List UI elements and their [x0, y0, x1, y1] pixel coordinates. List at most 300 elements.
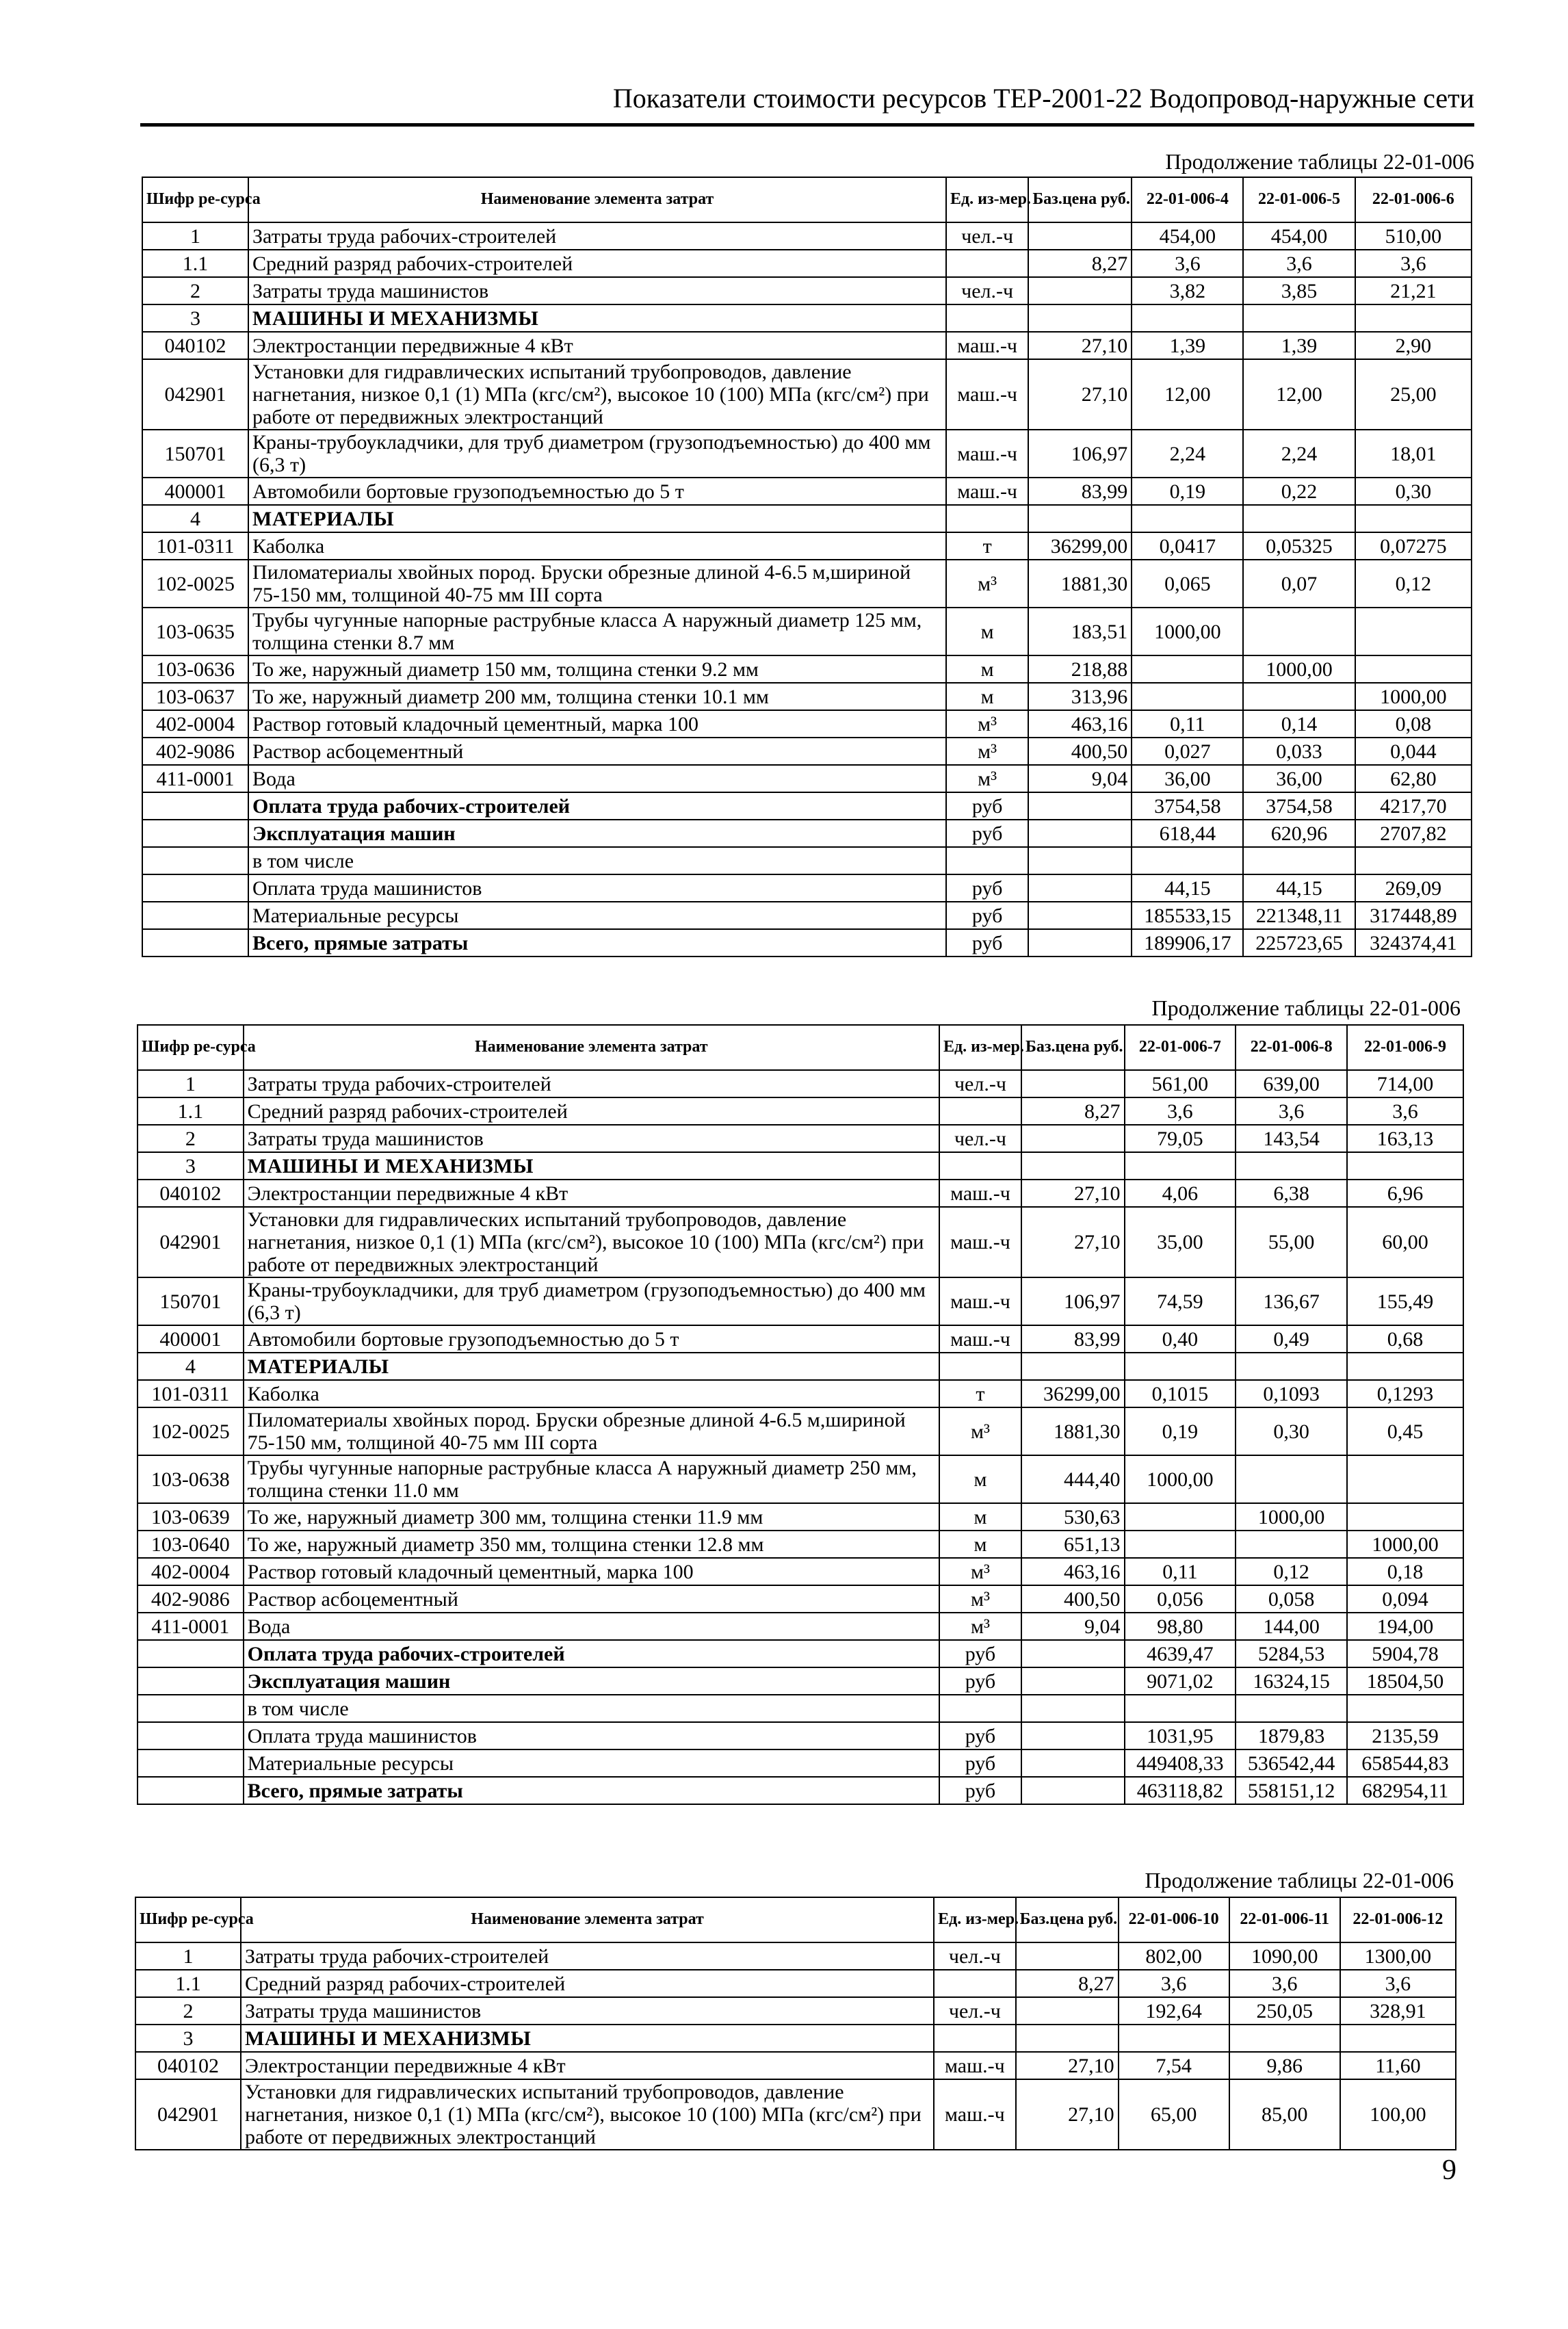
- unit-cell: м³: [939, 1585, 1021, 1613]
- column-header-norm: 22-01-006-9: [1347, 1025, 1463, 1070]
- table-row: [142, 710, 1472, 738]
- resource-code: 3: [142, 304, 248, 332]
- section-heading: МАТЕРИАЛЫ: [244, 1353, 939, 1380]
- unit-cell: [946, 250, 1028, 277]
- summary-value: 3754,58: [1243, 792, 1355, 820]
- table-row: [138, 1097, 1463, 1125]
- summary-value: 18504,50: [1347, 1667, 1463, 1695]
- resource-code: 1: [135, 1942, 241, 1970]
- base-price-cell: 27,10: [1016, 2079, 1119, 2150]
- value-cell: 100,00: [1340, 2079, 1456, 2150]
- unit-cell: руб: [946, 792, 1028, 820]
- resource-table-1: [142, 177, 1472, 957]
- value-cell: 194,00: [1347, 1613, 1463, 1640]
- base-price-cell: [1021, 1152, 1125, 1180]
- resource-code: 102-0025: [142, 560, 248, 608]
- value-cell: 3,6: [1119, 1970, 1229, 1997]
- column-header-norm: 22-01-006-5: [1243, 177, 1355, 222]
- resource-name: Электростанции передвижные 4 кВт: [241, 2052, 934, 2079]
- unit-cell: маш.-ч: [946, 359, 1028, 430]
- base-price-cell: [1016, 1942, 1119, 1970]
- value-cell: 3,82: [1132, 277, 1243, 304]
- value-cell: [1347, 1503, 1463, 1531]
- summary-value: 185533,15: [1132, 902, 1243, 929]
- base-price-cell: [1028, 222, 1132, 250]
- table-row: [142, 250, 1472, 277]
- resource-code: 402-0004: [142, 710, 248, 738]
- table-row: [138, 1277, 1463, 1325]
- unit-cell: [939, 1353, 1021, 1380]
- resource-code: 103-0639: [138, 1503, 244, 1531]
- resource-code: 2: [138, 1125, 244, 1152]
- unit-cell: руб: [946, 820, 1028, 847]
- section-heading: МАШИНЫ И МЕХАНИЗМЫ: [244, 1152, 939, 1180]
- value-cell: [1125, 1503, 1236, 1531]
- base-price-cell: [1016, 1997, 1119, 2025]
- base-price-cell: [1016, 2025, 1119, 2052]
- page-header: [140, 81, 1474, 127]
- empty-cell: [1021, 1777, 1125, 1804]
- table-row: [142, 608, 1472, 655]
- section-heading: МАШИНЫ И МЕХАНИЗМЫ: [241, 2025, 934, 2052]
- unit-cell: т: [939, 1380, 1021, 1407]
- resource-code: 103-0635: [142, 608, 248, 655]
- resource-name: Затраты труда рабочих-строителей: [248, 222, 946, 250]
- table-row: [142, 430, 1472, 478]
- value-cell: [1347, 1152, 1463, 1180]
- base-price-cell: 83,99: [1028, 478, 1132, 505]
- empty-cell: [1021, 1640, 1125, 1667]
- summary-value: 221348,11: [1243, 902, 1355, 929]
- base-price-cell: 9,04: [1028, 765, 1132, 792]
- resource-code: 103-0640: [138, 1531, 244, 1558]
- unit-cell: м: [946, 683, 1028, 710]
- column-header-code: Шифр ре-сурса: [138, 1025, 244, 1070]
- empty-cell: [142, 847, 248, 874]
- resource-code: 040102: [138, 1180, 244, 1207]
- value-cell: 0,45: [1347, 1407, 1463, 1455]
- summary-value: 658544,83: [1347, 1749, 1463, 1777]
- value-cell: [1132, 304, 1243, 332]
- value-cell: 1000,00: [1347, 1531, 1463, 1558]
- resource-name: Автомобили бортовые грузоподъемностью до 5 т: [244, 1325, 939, 1353]
- value-cell: 143,54: [1236, 1125, 1347, 1152]
- summary-value: 2135,59: [1347, 1722, 1463, 1749]
- table-row: [135, 1997, 1456, 2025]
- resource-code: 1.1: [135, 1970, 241, 1997]
- value-cell: 0,1015: [1125, 1380, 1236, 1407]
- value-cell: [1355, 505, 1472, 532]
- summary-value: 4639,47: [1125, 1640, 1236, 1667]
- value-cell: 9,86: [1229, 2052, 1340, 2079]
- table-row: [135, 1970, 1456, 1997]
- resource-code: 400001: [142, 478, 248, 505]
- resource-name: Раствор асбоцементный: [248, 738, 946, 765]
- base-price-cell: 183,51: [1028, 608, 1132, 655]
- resource-table-2: [137, 1024, 1464, 1805]
- resource-code: 042901: [135, 2079, 241, 2150]
- summary-value: [1355, 847, 1472, 874]
- summary-name: Всего, прямые затраты: [248, 929, 946, 957]
- summary-name: Материальные ресурсы: [248, 902, 946, 929]
- column-header-price: Баз.цена руб.: [1016, 1897, 1119, 1942]
- unit-cell: м³: [946, 765, 1028, 792]
- resource-code: 150701: [138, 1277, 244, 1325]
- value-cell: 0,12: [1355, 560, 1472, 608]
- summary-value: [1347, 1695, 1463, 1722]
- unit-cell: м: [939, 1531, 1021, 1558]
- resource-code: 402-9086: [138, 1585, 244, 1613]
- summary-row: [142, 874, 1472, 902]
- value-cell: 3,6: [1229, 1970, 1340, 1997]
- value-cell: 1000,00: [1125, 1455, 1236, 1503]
- value-cell: 192,64: [1119, 1997, 1229, 2025]
- value-cell: 155,49: [1347, 1277, 1463, 1325]
- page-title: Показатели стоимости ресурсов ТЕР-2001-22 Водопровод-наружные сети: [612, 83, 1474, 114]
- table-continuation-label: Продолжение таблицы 22-01-006: [1145, 1868, 1454, 1892]
- table-row: [138, 1353, 1463, 1380]
- unit-cell: руб: [946, 929, 1028, 957]
- resource-code: 1: [142, 222, 248, 250]
- unit-cell: м³: [946, 710, 1028, 738]
- unit-cell: м³: [946, 560, 1028, 608]
- resource-name: Электростанции передвижные 4 кВт: [248, 332, 946, 359]
- resource-name: Установки для гидравлических испытаний трубопроводов, давление нагнетания, низкое 0,1 (1) МПа (кгс/см²), высокое 10 (100) МПа (кгс/см²) при работе от передвижных электростанций: [244, 1207, 939, 1277]
- value-cell: 65,00: [1119, 2079, 1229, 2150]
- summary-name: Оплата труда машинистов: [244, 1722, 939, 1749]
- unit-cell: чел.-ч: [946, 222, 1028, 250]
- resource-code: 103-0636: [142, 655, 248, 683]
- value-cell: 7,54: [1119, 2052, 1229, 2079]
- unit-cell: руб: [946, 902, 1028, 929]
- base-price-cell: 218,88: [1028, 655, 1132, 683]
- empty-cell: [138, 1749, 244, 1777]
- table-row: [138, 1125, 1463, 1152]
- resource-code: 402-9086: [142, 738, 248, 765]
- value-cell: 454,00: [1132, 222, 1243, 250]
- value-cell: [1125, 1353, 1236, 1380]
- resource-code: 1: [138, 1070, 244, 1097]
- value-cell: [1119, 2025, 1229, 2052]
- column-header-name: Наименование элемента затрат: [241, 1897, 934, 1942]
- resource-name: То же, наружный диаметр 300 мм, толщина стенки 11.9 мм: [244, 1503, 939, 1531]
- value-cell: 250,05: [1229, 1997, 1340, 2025]
- resource-name: Раствор готовый кладочный цементный, марка 100: [244, 1558, 939, 1585]
- summary-value: 324374,41: [1355, 929, 1472, 957]
- value-cell: [1125, 1152, 1236, 1180]
- empty-cell: [138, 1695, 244, 1722]
- value-cell: 0,08: [1355, 710, 1472, 738]
- value-cell: [1347, 1353, 1463, 1380]
- unit-cell: м³: [946, 738, 1028, 765]
- value-cell: 35,00: [1125, 1207, 1236, 1277]
- base-price-cell: 27,10: [1021, 1207, 1125, 1277]
- value-cell: 639,00: [1236, 1070, 1347, 1097]
- resource-name: То же, наружный диаметр 200 мм, толщина стенки 10.1 мм: [248, 683, 946, 710]
- table-row: [142, 222, 1472, 250]
- value-cell: 0,49: [1236, 1325, 1347, 1353]
- table-row: [142, 560, 1472, 608]
- column-header-code: Шифр ре-сурса: [135, 1897, 241, 1942]
- table-row: [138, 1207, 1463, 1277]
- summary-name: Эксплуатация машин: [248, 820, 946, 847]
- value-cell: 0,14: [1243, 710, 1355, 738]
- column-header-name: Наименование элемента затрат: [248, 177, 946, 222]
- resource-name: Затраты труда рабочих-строителей: [241, 1942, 934, 1970]
- summary-value: 463118,82: [1125, 1777, 1236, 1804]
- value-cell: [1229, 2025, 1340, 2052]
- unit-cell: маш.-ч: [946, 478, 1028, 505]
- value-cell: 1000,00: [1355, 683, 1472, 710]
- table-row: [142, 532, 1472, 560]
- unit-cell: м³: [939, 1407, 1021, 1455]
- base-price-cell: 27,10: [1028, 332, 1132, 359]
- resource-name: Затраты труда машинистов: [248, 277, 946, 304]
- unit-cell: [939, 1152, 1021, 1180]
- summary-value: [1236, 1695, 1347, 1722]
- value-cell: [1132, 655, 1243, 683]
- unit-cell: м: [946, 608, 1028, 655]
- value-cell: 1,39: [1243, 332, 1355, 359]
- page-number: 9: [1442, 2155, 1456, 2186]
- resource-code: 3: [135, 2025, 241, 2052]
- table-row: [138, 1613, 1463, 1640]
- summary-name: Всего, прямые затраты: [244, 1777, 939, 1804]
- value-cell: [1243, 304, 1355, 332]
- base-price-cell: 1881,30: [1028, 560, 1132, 608]
- value-cell: 62,80: [1355, 765, 1472, 792]
- value-cell: 0,11: [1132, 710, 1243, 738]
- value-cell: 55,00: [1236, 1207, 1347, 1277]
- value-cell: 25,00: [1355, 359, 1472, 430]
- resource-code: 1.1: [138, 1097, 244, 1125]
- base-price-cell: 27,10: [1021, 1180, 1125, 1207]
- summary-value: 1879,83: [1236, 1722, 1347, 1749]
- value-cell: 0,033: [1243, 738, 1355, 765]
- unit-cell: маш.-ч: [939, 1180, 1021, 1207]
- unit-cell: [946, 847, 1028, 874]
- table-row: [138, 1455, 1463, 1503]
- base-price-cell: 8,27: [1028, 250, 1132, 277]
- table-row: [142, 765, 1472, 792]
- empty-cell: [142, 874, 248, 902]
- summary-value: 618,44: [1132, 820, 1243, 847]
- table-header-row: [138, 1025, 1463, 1070]
- table-row: [138, 1531, 1463, 1558]
- value-cell: 98,80: [1125, 1613, 1236, 1640]
- empty-cell: [1028, 847, 1132, 874]
- value-cell: 2,24: [1243, 430, 1355, 478]
- value-cell: 3,85: [1243, 277, 1355, 304]
- table-row: [142, 332, 1472, 359]
- summary-value: [1243, 847, 1355, 874]
- unit-cell: чел.-ч: [946, 277, 1028, 304]
- summary-value: [1132, 847, 1243, 874]
- value-cell: 3,6: [1236, 1097, 1347, 1125]
- summary-row: [138, 1695, 1463, 1722]
- value-cell: 3,6: [1125, 1097, 1236, 1125]
- unit-cell: [934, 2025, 1016, 2052]
- value-cell: [1236, 1152, 1347, 1180]
- resource-name: Затраты труда рабочих-строителей: [244, 1070, 939, 1097]
- resource-table-3: [135, 1897, 1456, 2150]
- value-cell: 60,00: [1347, 1207, 1463, 1277]
- unit-cell: маш.-ч: [946, 430, 1028, 478]
- value-cell: 36,00: [1132, 765, 1243, 792]
- base-price-cell: [1021, 1125, 1125, 1152]
- resource-name: То же, наружный диаметр 150 мм, толщина стенки 9.2 мм: [248, 655, 946, 683]
- base-price-cell: 83,99: [1021, 1325, 1125, 1353]
- column-header-unit: Ед. из-мер.: [934, 1897, 1016, 1942]
- base-price-cell: 1881,30: [1021, 1407, 1125, 1455]
- resource-name: Раствор готовый кладочный цементный, марка 100: [248, 710, 946, 738]
- column-header-norm: 22-01-006-4: [1132, 177, 1243, 222]
- value-cell: 0,22: [1243, 478, 1355, 505]
- empty-cell: [1021, 1667, 1125, 1695]
- summary-name: Эксплуатация машин: [244, 1667, 939, 1695]
- value-cell: 3,6: [1132, 250, 1243, 277]
- base-price-cell: 27,10: [1028, 359, 1132, 430]
- value-cell: 0,07: [1243, 560, 1355, 608]
- value-cell: [1236, 1353, 1347, 1380]
- base-price-cell: 313,96: [1028, 683, 1132, 710]
- table-row: [142, 277, 1472, 304]
- summary-value: 4217,70: [1355, 792, 1472, 820]
- summary-row: [138, 1777, 1463, 1804]
- unit-cell: м: [939, 1503, 1021, 1531]
- summary-value: 16324,15: [1236, 1667, 1347, 1695]
- empty-cell: [138, 1667, 244, 1695]
- value-cell: 1,39: [1132, 332, 1243, 359]
- base-price-cell: 651,13: [1021, 1531, 1125, 1558]
- summary-value: 317448,89: [1355, 902, 1472, 929]
- empty-cell: [1021, 1722, 1125, 1749]
- table-row: [138, 1070, 1463, 1097]
- summary-value: 44,15: [1243, 874, 1355, 902]
- column-header-norm: 22-01-006-10: [1119, 1897, 1229, 1942]
- resource-code: 2: [135, 1997, 241, 2025]
- base-price-cell: 463,16: [1021, 1558, 1125, 1585]
- base-price-cell: 36299,00: [1021, 1380, 1125, 1407]
- value-cell: 1000,00: [1132, 608, 1243, 655]
- summary-value: [1125, 1695, 1236, 1722]
- empty-cell: [142, 902, 248, 929]
- resource-code: 402-0004: [138, 1558, 244, 1585]
- resource-code: 103-0638: [138, 1455, 244, 1503]
- table-row: [138, 1380, 1463, 1407]
- resource-code: 040102: [135, 2052, 241, 2079]
- unit-cell: маш.-ч: [946, 332, 1028, 359]
- summary-value: 1031,95: [1125, 1722, 1236, 1749]
- resource-code: 042901: [142, 359, 248, 430]
- value-cell: 0,058: [1236, 1585, 1347, 1613]
- resource-name: Трубы чугунные напорные раструбные класса А наружный диаметр 125 мм, толщина стенки 8.7 мм: [248, 608, 946, 655]
- unit-cell: руб: [946, 874, 1028, 902]
- summary-value: 269,09: [1355, 874, 1472, 902]
- summary-row: [142, 820, 1472, 847]
- summary-value: 449408,33: [1125, 1749, 1236, 1777]
- value-cell: [1355, 304, 1472, 332]
- value-cell: 18,01: [1355, 430, 1472, 478]
- column-header-price: Баз.цена руб.: [1021, 1025, 1125, 1070]
- table-row: [138, 1503, 1463, 1531]
- value-cell: 6,38: [1236, 1180, 1347, 1207]
- base-price-cell: [1028, 304, 1132, 332]
- value-cell: 3,6: [1355, 250, 1472, 277]
- empty-cell: [142, 820, 248, 847]
- value-cell: 454,00: [1243, 222, 1355, 250]
- resource-code: 411-0001: [138, 1613, 244, 1640]
- table-row: [142, 478, 1472, 505]
- table-row: [135, 2025, 1456, 2052]
- unit-cell: руб: [939, 1667, 1021, 1695]
- base-price-cell: [1028, 277, 1132, 304]
- value-cell: 561,00: [1125, 1070, 1236, 1097]
- unit-cell: [946, 505, 1028, 532]
- resource-name: То же, наружный диаметр 350 мм, толщина стенки 12.8 мм: [244, 1531, 939, 1558]
- column-header-norm: 22-01-006-8: [1236, 1025, 1347, 1070]
- table-row: [138, 1325, 1463, 1353]
- section-heading: МАТЕРИАЛЫ: [248, 505, 946, 532]
- value-cell: 0,027: [1132, 738, 1243, 765]
- table-row: [135, 2052, 1456, 2079]
- value-cell: 802,00: [1119, 1942, 1229, 1970]
- value-cell: 3,6: [1347, 1097, 1463, 1125]
- empty-cell: [142, 792, 248, 820]
- empty-cell: [1028, 820, 1132, 847]
- summary-value: 3754,58: [1132, 792, 1243, 820]
- value-cell: 0,044: [1355, 738, 1472, 765]
- value-cell: 0,056: [1125, 1585, 1236, 1613]
- value-cell: 1300,00: [1340, 1942, 1456, 1970]
- base-price-cell: 444,40: [1021, 1455, 1125, 1503]
- summary-value: 536542,44: [1236, 1749, 1347, 1777]
- unit-cell: м: [939, 1455, 1021, 1503]
- value-cell: [1132, 505, 1243, 532]
- unit-cell: [946, 304, 1028, 332]
- column-header-norm: 22-01-006-11: [1229, 1897, 1340, 1942]
- value-cell: 144,00: [1236, 1613, 1347, 1640]
- base-price-cell: 8,27: [1021, 1097, 1125, 1125]
- base-price-cell: 463,16: [1028, 710, 1132, 738]
- table-row: [142, 683, 1472, 710]
- summary-value: 682954,11: [1347, 1777, 1463, 1804]
- summary-value: 5284,53: [1236, 1640, 1347, 1667]
- summary-row: [142, 929, 1472, 957]
- unit-cell: [939, 1097, 1021, 1125]
- value-cell: 714,00: [1347, 1070, 1463, 1097]
- summary-name: в том числе: [244, 1695, 939, 1722]
- resource-name: Электростанции передвижные 4 кВт: [244, 1180, 939, 1207]
- value-cell: 0,05325: [1243, 532, 1355, 560]
- value-cell: [1243, 608, 1355, 655]
- value-cell: 0,1093: [1236, 1380, 1347, 1407]
- table-continuation-label: Продолжение таблицы 22-01-006: [1151, 996, 1461, 1020]
- resource-code: 150701: [142, 430, 248, 478]
- summary-row: [138, 1667, 1463, 1695]
- resource-name: Трубы чугунные напорные раструбные класса А наружный диаметр 250 мм, толщина стенки 11.0 мм: [244, 1455, 939, 1503]
- summary-value: 5904,78: [1347, 1640, 1463, 1667]
- unit-cell: чел.-ч: [934, 1997, 1016, 2025]
- column-header-name: Наименование элемента затрат: [244, 1025, 939, 1070]
- resource-code: 040102: [142, 332, 248, 359]
- empty-cell: [1028, 929, 1132, 957]
- column-header-norm: 22-01-006-7: [1125, 1025, 1236, 1070]
- resource-code: 3: [138, 1152, 244, 1180]
- table-row: [142, 359, 1472, 430]
- value-cell: 3,6: [1340, 1970, 1456, 1997]
- resource-code: 400001: [138, 1325, 244, 1353]
